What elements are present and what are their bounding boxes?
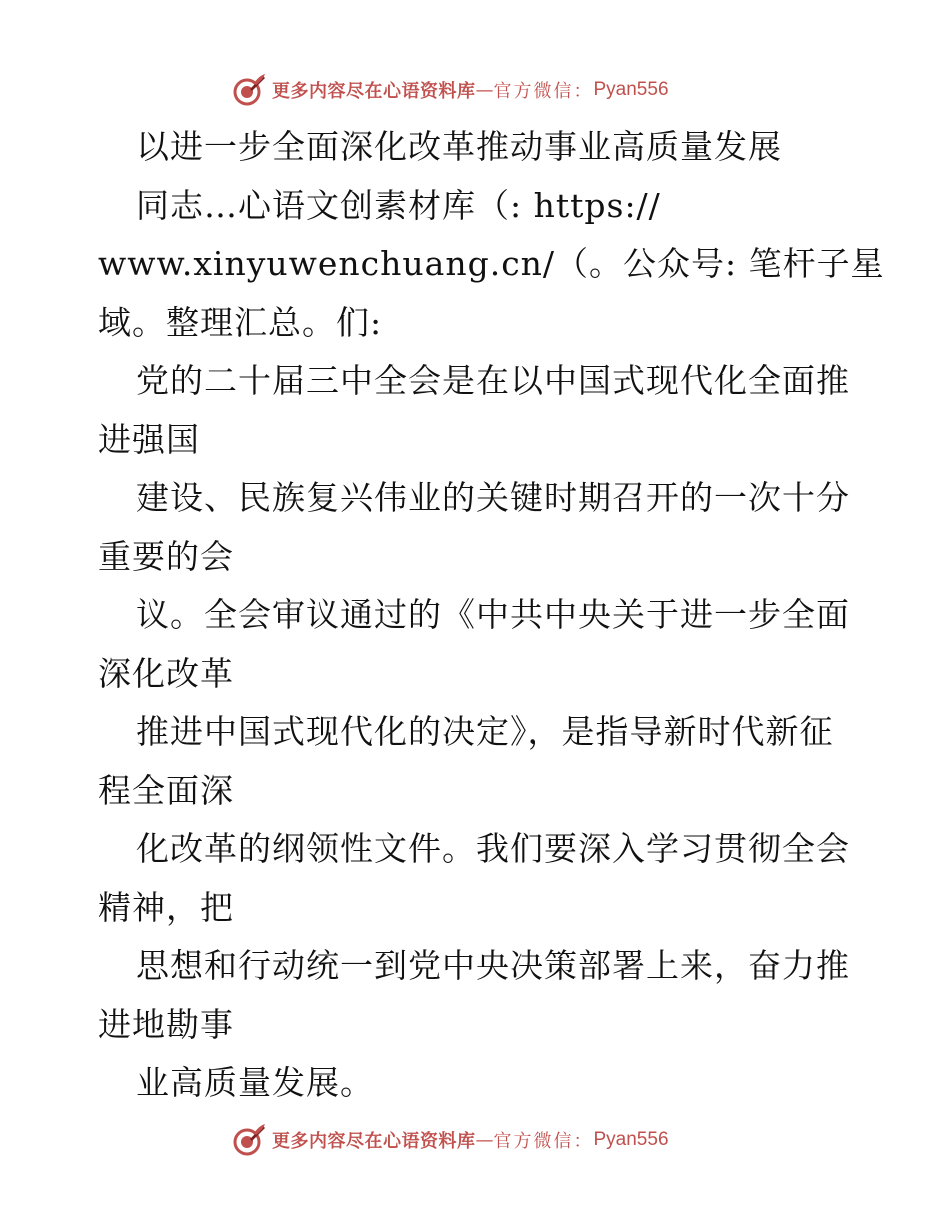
banner-official-label: 官方微信： [493, 1131, 594, 1152]
text-line: 议。全会审议通过的《中共中央关于进一步全面 [136, 595, 850, 634]
quill-pen-logo-icon [232, 1123, 266, 1157]
text-line: 业高质量发展。 [136, 1063, 374, 1102]
text-line: 思想和行动统一到党中央决策部署上来，奋力推 [136, 946, 850, 985]
footer-banner [232, 1122, 669, 1158]
banner-separator: — [475, 79, 494, 101]
text-line: 精神，把 [98, 887, 234, 927]
text-line: 进强国 [98, 419, 200, 459]
text-line: 重要的会 [98, 536, 234, 576]
text-line: 党的二十届三中全会是在以中国式现代化全面推 [136, 361, 850, 400]
text-line: www.xinyuwenchuang.cn/（。公众号: 笔杆子星 [98, 244, 885, 283]
document-title: 以进一步全面深化改革推动事业高质量发展 [136, 127, 782, 166]
banner-wechat-id: Pyan556 [593, 1129, 669, 1150]
banner-separator: — [475, 1129, 494, 1151]
text-line: 化改革的纲领性文件。我们要深入学习贯彻全会 [136, 829, 850, 868]
text-line: 同志…心语文创素材库（: https:// [136, 185, 661, 225]
text-line: 进地勘事 [98, 1004, 234, 1044]
banner-official-label: 官方微信： [493, 81, 594, 102]
banner-wechat-id: Pyan556 [593, 79, 669, 100]
text-line: 程全面深 [98, 770, 234, 810]
text-line: 建设、民族复兴伟业的关键时期召开的一次十分 [136, 478, 850, 517]
text-line: 深化改革 [98, 653, 234, 693]
header-banner [232, 72, 669, 108]
document-body [98, 118, 885, 1113]
banner-brand-text: 更多内容尽在心语资料库 [272, 1131, 476, 1152]
banner-brand-text: 更多内容尽在心语资料库 [272, 81, 476, 102]
text-line: 域。整理汇总。们: [98, 302, 383, 342]
text-line: 推进中国式现代化的决定》，是指导新时代新征 [136, 712, 834, 751]
quill-pen-logo-icon [232, 73, 266, 107]
